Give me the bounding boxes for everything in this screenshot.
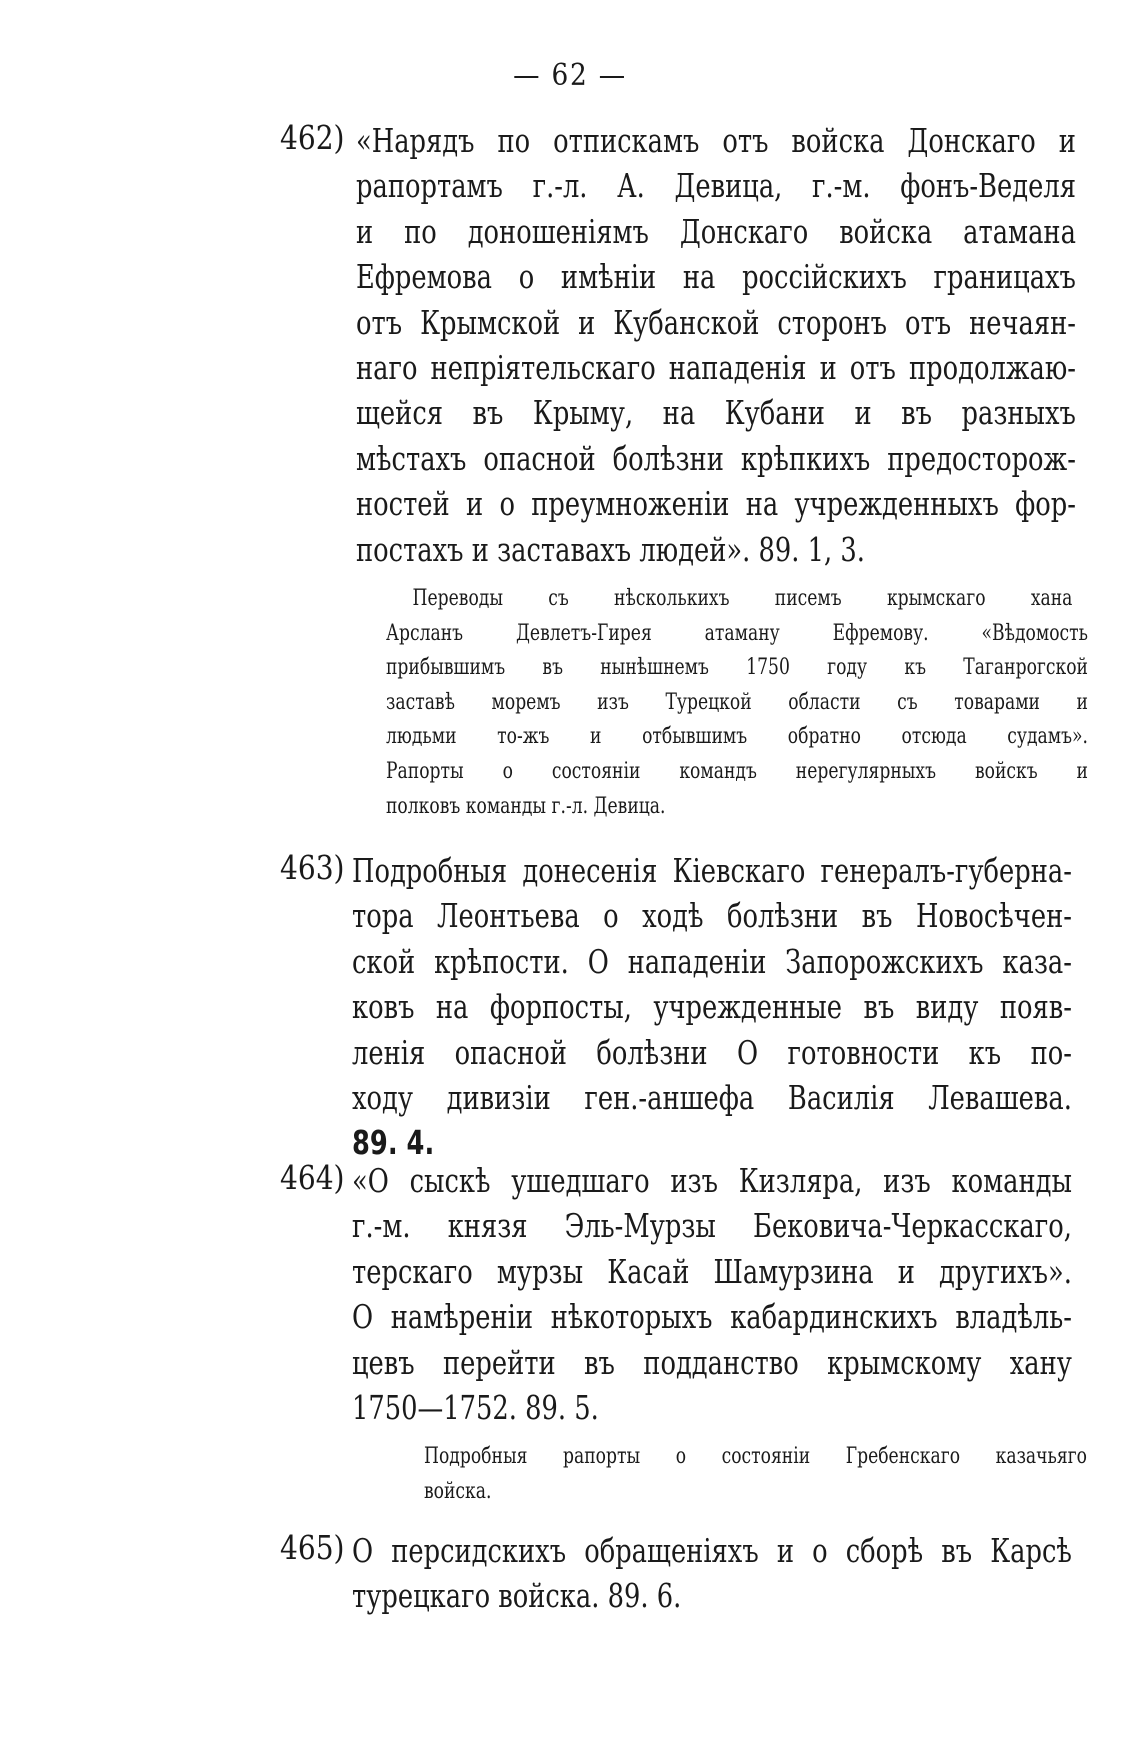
entry-text [352, 848, 1072, 1166]
text-line: и по доношеніямъ Донскаго войска атамана [356, 211, 1076, 251]
text-line: рапортамъ г.-л. А. Девица, г.-м. фонъ-Веделя [356, 166, 1076, 206]
entry-text [352, 1528, 1072, 1619]
text-line: ской крѣпости. О нападеніи Запорожскихъ каза- [352, 941, 1072, 981]
note-line: войска. [424, 1478, 492, 1504]
text-line: постахъ и заставахъ людей». 89. 1, 3. [356, 529, 865, 569]
entry-text [352, 1158, 1072, 1430]
text-line: «Нарядъ по отпискамъ отъ войска Донскаго и [356, 121, 1076, 160]
text-line: Ефремова о имѣніи на россійскихъ границахъ [356, 257, 1076, 297]
entry-number: 464) [280, 1158, 345, 1197]
text-line: ленія опасной болѣзни О готовности къ по- [352, 1032, 1072, 1072]
entry-text [356, 118, 1076, 572]
note-line: Рапорты о состояніи командъ нерегулярныхъ войскъ и [386, 758, 1088, 784]
note-line: полковъ команды г.-л. Девица. [386, 793, 666, 819]
entry-number: 465) [280, 1528, 345, 1567]
text-line: мѣстахъ опасной болѣзни крѣпкихъ предосторож- [356, 438, 1076, 478]
text-line: цевъ перейти въ подданство крымскому хану [352, 1342, 1072, 1382]
note-462 [386, 582, 1086, 824]
text-line: щейся въ Крыму, на Кубани и въ разныхъ [356, 393, 1076, 433]
text-line: терскаго мурзы Касай Шамурзина и другихъ». [352, 1251, 1072, 1291]
text-line: Подробныя донесенія Кіевскаго генералъ-губерна- [352, 851, 1072, 890]
text-line: 1750—1752. 89. 5. [352, 1388, 599, 1428]
entry-number: 463) [280, 848, 345, 887]
text-line: ходу дивизіи ген.-аншефа Василія Левашева. [352, 1078, 1072, 1118]
note-line: Подробныя рапорты о состояніи Гребенскаго казачьяго [424, 1444, 1087, 1469]
text-line: О намѣреніи нѣкоторыхъ кабардинскихъ владѣль- [352, 1297, 1072, 1337]
note-line: Переводы съ нѣсколькихъ писемъ крымскаго хана [412, 586, 1073, 611]
text-line: ностей и о преумноженіи на учрежденныхъ фор- [356, 484, 1076, 524]
text-line: тора Леонтьева о ходѣ болѣзни въ Новосѣчен- [352, 896, 1072, 936]
note-464 [424, 1440, 1104, 1509]
note-line: Арсланъ Девлетъ-Гирея атаману Ефремову. «Вѣдомость [386, 620, 1088, 646]
page-number: — 62 — [513, 58, 627, 93]
note-line: заставѣ моремъ изъ Турецкой области съ товарами и [386, 689, 1088, 715]
text-line: «О сыскѣ ушедшаго изъ Кизляра, изъ команды [352, 1161, 1072, 1200]
text-line: О персидскихъ обращеніяхъ и о сборѣ въ Карсѣ [352, 1531, 1072, 1570]
note-line: прибывшимъ въ нынѣшнемъ 1750 году къ Таганрогской [386, 655, 1088, 681]
text-line: г.-м. князя Эль-Мурзы Бековича-Черкасскаго, [352, 1206, 1072, 1246]
note-line: людьми то-жъ и отбывшимъ обратно отсюда судамъ». [386, 724, 1088, 750]
text-line: ковъ на форпосты, учрежденные въ виду появ- [352, 987, 1072, 1027]
text-line: наго непріятельскаго нападенія и отъ продолжаю- [356, 348, 1076, 388]
text-line: турецкаго войска. 89. 6. [352, 1576, 682, 1616]
text-line: отъ Крымской и Кубанской сторонъ отъ нечаян- [356, 302, 1076, 342]
text-line: 89. 4. [352, 1123, 435, 1163]
entry-number: 462) [280, 118, 345, 157]
